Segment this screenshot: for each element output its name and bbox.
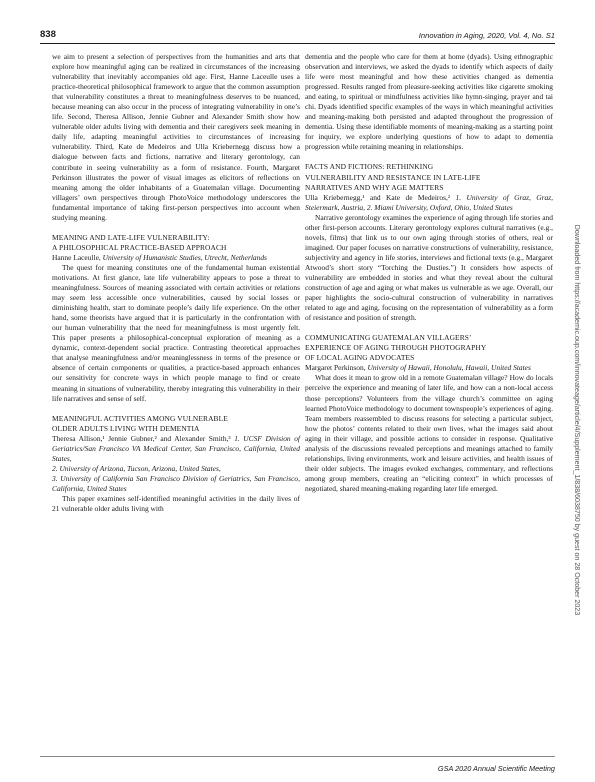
abstract-laceulle	[52, 233, 300, 404]
abstract-allison	[52, 414, 300, 514]
abstract-authors: Margaret Perkinson, University of Hawaii, Honolulu, Hawaii, United States	[305, 363, 531, 373]
abstract-body: This paper examines self-identified meaningful activities in the daily lives of 21 vulnerable older adults living with	[52, 493, 300, 514]
abstract-affiliation: 1. University of Graz, Graz, Steiermark, Austria, 2. Miami University, Oxford, Ohio, United States	[305, 192, 554, 212]
abstract-affiliation: 3. University of California San Francisco Division of Geriatrics, San Francisco, California, United States	[52, 473, 300, 493]
right-column	[305, 52, 553, 494]
left-column	[52, 52, 300, 514]
abstract-title: MEANINGFUL ACTIVITIES AMONG VULNERABLE OLDER ADULTS LIVING WITH DEMENTIA	[52, 413, 228, 433]
abstract-authors: Theresa Allison,¹ Jennie Gubner,² and Alexander Smith,³ 1. UCSF Division of Geriatrics/San Francisco VA Medical Center, San Francisco, California, United States,	[52, 433, 300, 463]
header-rule	[40, 43, 555, 44]
download-watermark: Downloaded from https://academic.oup.com/innovateage/article/4/Supplement_1/838/6038750 by guest on 28 October 2023	[573, 224, 581, 616]
abstract-affiliation: University of Hawaii, Honolulu, Hawaii, United States	[367, 363, 531, 373]
abstract-affiliation: University of Humanistic Studies, Utrecht, Netherlands	[102, 252, 267, 262]
abstract-authors: Hanne Laceulle, University of Humanistic Studies, Utrecht, Netherlands	[52, 252, 267, 262]
abstract-title: COMMUNICATING GUATEMALAN VILLAGERS’ EXPERIENCE OF AGING THROUGH PHOTOGRAPHY OF LOCAL AGING ADVOCATES	[305, 333, 487, 363]
journal-citation: Innovation in Aging, 2020, Vol. 4, No. S1	[418, 31, 555, 40]
footer-rule	[40, 756, 555, 757]
abstract-affiliation: 1. UCSF Division of Geriatrics/San Francisco VA Medical Center, San Francisco, California, United States,	[52, 433, 300, 463]
abstract-body: The quest for meaning constitutes one of the fundamental human existential motivations. At first glance, late life vulnerability appears to pose a threat to meaningfulness. Sources of meaning associated with certain activities or relations may seem less accessible once vulnerabilities, caused by social losses or diminishing health, start to dominate people’s daily life experience. On the other hand, some theorists have argued that it is particularly in the confrontation with our human vulnerability that the need for meaningfulness is most urgently felt. This paper presents a philosophical-conceptual exploration of meaning as a dynamic, context-dependent social practice. Contrasting theoretical approaches that analyse meaningfulness and/or meaninglessness in terms of the presence or absence of certain components or qualities, a practice-based approach enhances our sensitivity for concrete ways in which people manage to find or create meaning in situations of vulnerability, thereby integrating this vulnerability in their life narratives and sense of self.	[52, 262, 300, 403]
symposium-intro: we aim to present a selection of perspectives from the humanities and arts that explore how meaningful aging can be realized in circumstances of the increasing vulnerability that inevitably accompanies old age. First, Hanne Laceulle uses a practice-theoretical philosophical framework to argue that the common assumption that vulnerability constitutes a threat to meaningfulness deserves to be nuanced, because meaning can also occur in the process of integrating vulnerability in one’s life. Second, Theresa Allison, Jennie Gubner and Alexander Smith show how vulnerable older adults living with dementia and their caregivers seek meaning in daily life, adapting meaningful activities to circumstances of increasing vulnerability. Third, Kate de Medeiros and Ulla Kriebernegg discuss how a dialogue between facts and fictions, narrative and literary gerontology, can contribute in seeing vulnerability as a form of resistance. Fourth, Margaret Perkinson illustrates the power of visual images as elicitors of reflections on meaning among the older inhabitants of a Guatemalan village. Documenting villagers’ own perspectives through PhotoVoice methodology underscores the fundamental importance of taking first-person perspectives into account when studying meaning.	[52, 52, 300, 222]
abstract-perkinson	[305, 333, 553, 494]
abstract-title: FACTS AND FICTIONS: RETHINKING VULNERABILITY AND RESISTANCE IN LATE-LIFE NARRATIVES AND WHY AGE MATTERS	[305, 162, 481, 192]
footer-meeting: GSA 2020 Annual Scientific Meeting	[437, 764, 555, 773]
abstract-kriebernegg	[305, 162, 553, 323]
abstract-affiliation: 2. University of Arizona, Tucson, Arizona, United States,	[52, 463, 221, 473]
abstract-authors: Ulla Kriebernegg,¹ and Kate de Medeiros,² 1. University of Graz, Graz, Steiermark, Austria, 2. Miami University, Oxford, Ohio, United States	[305, 192, 554, 212]
abstract-continuation: dementia and the people who care for them at home (dyads). Using ethnographic observation and interviews, we asked the dyads to identify which aspects of daily life were most meaningful and how these activities changed as dementia progressed. Results ranged from pleasure-seeking activities like cigarette smoking and eating, to spiritual or mindfulness activities like hymn-singing, prayer and tai chi. Dyads identified specific examples of the ways in which meaningful activities and meaning-making both persisted and adapted throughout the progression of dementia. Using these identifiable moments of meaning-making as a starting point for inquiry, we explore underlying questions of how to adapt to dementia progression while retaining meaning in relationships.	[305, 52, 553, 152]
page-header	[40, 24, 555, 40]
abstract-body: Narrative gerontology examines the experience of aging through life stories and other first-person accounts. Literary gerontology explores cultural narratives (e.g., novels, films) that link us to our own aging through stories of others, real or imagined. Our paper focuses on narrative constructions of vulnerability, resistance, subjectivity and agency in life stories, interviews and fictional texts (e.g., Margaret Atwood’s short story “Torching the Dusties.”) It considers how aspects of vulnerability are embedded in stories and what they reveal about the cultural construction of age and aging or what makes us vulnerable as we age. Overall, our paper highlights the socio-cultural construction of vulnerability in narratives related to age and aging, focusing on the representation of vulnerability as a form of resistance and position of strength.	[305, 212, 553, 323]
abstract-body: What does it mean to grow old in a remote Guatemalan village? How do locals perceive the experience and meaning of later life, and how can a non-local access those perceptions? Volunteers from the village church’s committee on aging learned PhotoVoice methodology to document townspeople’s experiences of aging. Team members reassembled to discuss reasons for selecting a particular subject, how the photos’ contents related to their own lives, what the images said about aging in their village, and possible actions to consider in response. Qualitative analysis of the discussions revealed perceptions and meanings attached to family relationships, living environments, work and leisure activities, and health issues of their older subjects. The images evoked exchanges, commentary, and reflections among group members, creating an “eliciting context” in which processes of negotiated, shared meaning-making regarding later life emerged.	[305, 373, 553, 493]
abstract-title: MEANING AND LATE-LIFE VULNERABILITY: A PHILOSOPHICAL PRACTICE-BASED APPROACH	[52, 232, 227, 252]
page-number: 838	[40, 29, 56, 40]
